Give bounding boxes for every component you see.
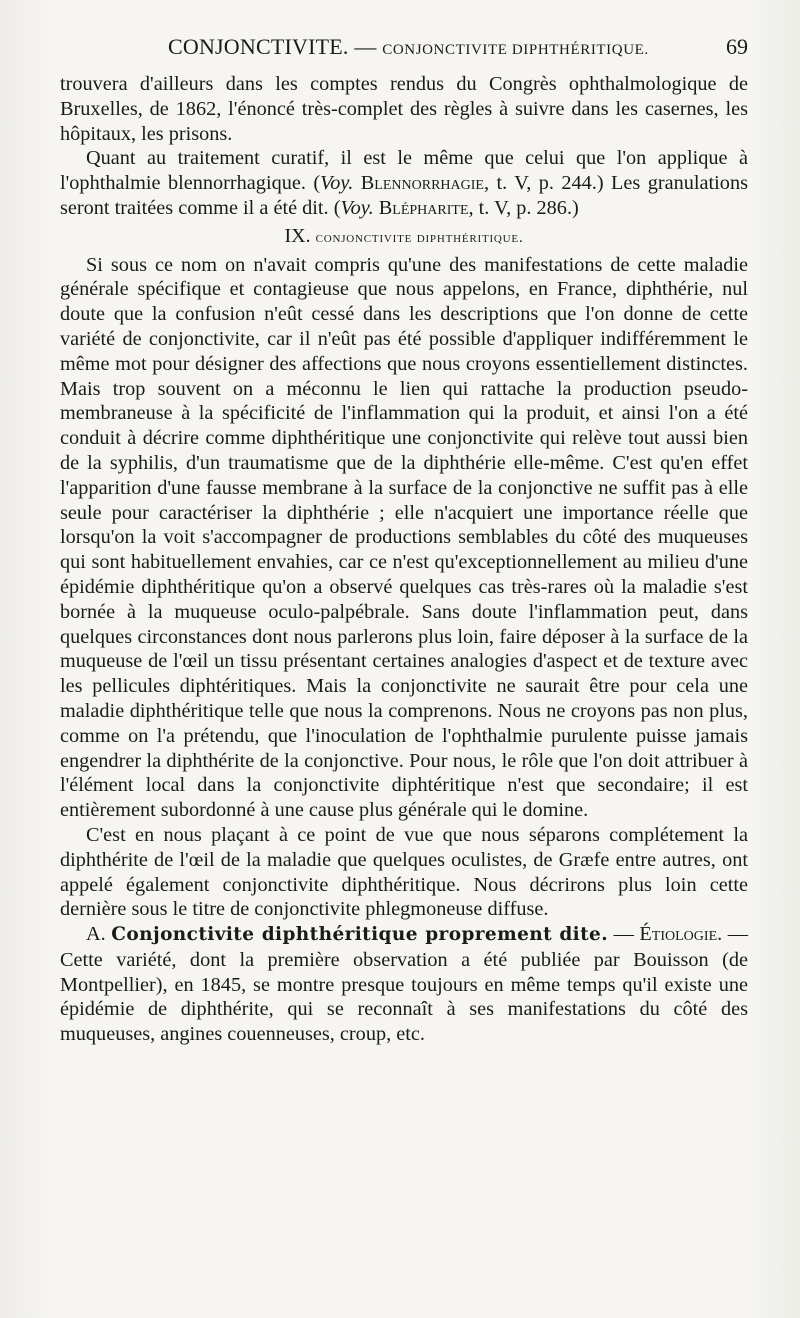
page-number: 69 [726, 34, 748, 59]
paragraph-2 [60, 146, 748, 220]
section-heading [60, 224, 748, 251]
subsection-label: A. [86, 923, 106, 946]
page-body [60, 72, 748, 1047]
cross-ref-blepharite: Blépharite [378, 196, 469, 219]
paragraph-1: trouvera d'ailleurs dans les comptes rendus du Congrès ophthalmologique de Bruxelles, de 1862, l'énoncé très-complet des règles à suivre dans les casernes, les hôpitaux, les prisons. [60, 73, 748, 145]
section-title: conjonctivite diphthéritique. [315, 229, 524, 246]
voy-ref-1: Voy. [320, 172, 354, 195]
voy-ref-2: Voy. [340, 196, 374, 219]
running-title [168, 34, 649, 60]
cross-ref-blennorrhagie: Blennorrhagie [360, 172, 484, 195]
header-subtitle: CONJONCTIVITE DIPHTHÉRITIQUE. [382, 42, 649, 58]
subsection-title: Conjonctivite diphthéritique proprement dite. [111, 924, 609, 946]
header-title: CONJONCTIVITE. — [168, 34, 377, 59]
p2-text-a: Quant au traitement curatif, il est le même que celui que l'on applique à l'ophthalmie blennorrhagique. ( [60, 147, 748, 195]
p2-text-b: , t. V, p. 244.) Les granulations seront traitées comme il a été dit. ( [60, 172, 748, 219]
p5-dash: — [608, 923, 640, 946]
etiologie-label: Étiologie. [639, 923, 723, 946]
paragraph-4: C'est en nous plaçant à ce point de vue que nous séparons complétement la diphthérite de l'œil de la maladie que quelques oculistes, de Græfe entre autres, ont appelé également conjonctivite diphthéritique. Nous décrirons plus loin cette dernière sous le titre de conjonctivite phlegmoneuse diffuse. [60, 823, 748, 921]
paragraph-5 [60, 922, 748, 1047]
running-header [60, 34, 748, 66]
p5-text: — Cette variété, dont la première observation a été publiée par Bouisson (de Montpellier), en 1845, se montre presque toujours en même temps qu'il existe une épidémie de diphthérite, qui se reconnaît à ses manifestations du côté des muqueuses, angines couenneuses, croup, etc. [60, 923, 749, 1046]
p2-text-c: , t. V, p. 286.) [468, 196, 579, 219]
paragraph-3: Si sous ce nom on n'avait compris qu'une des manifestations de cette maladie générale spécifique et contagieuse que nous appelons, en France, diphthérie, nul doute que la confusion n'eût cessé dans les descriptions que l'on donne de cette variété de conjonctivite, car il n'eût pas été possible d'appliquer indifféremment le même mot pour désigner des affections que nous croyons essentiellement distinctes. Mais trop souvent on a méconnu le lien qui rattache la production pseudo-membraneuse à la spécificité de l'inflammation qui la produit, et ainsi l'on a été conduit à décrire comme diphthéritique une conjonctivite qui relève tout aussi bien de la syphilis, d'un traumatisme que de la diphthérie elle-même. C'est qu'en effet l'apparition d'une fausse membrane à la surface de la conjonctive ne suffit pas à elle seule pour caractériser la diphthérie ; elle n'acquiert une importance réelle que lorsqu'on la voit s'accompagner de productions semblables du côté des muqueuses qui sont habituellement envahies, car ce n'est qu'exceptionnellement au milieu d'une épidémie diphthéritique qu'on a observé quelques cas très-rares où la maladie s'est bornée à la muqueuse oculo-palpébrale. Sans doute l'inflammation peut, dans quelques circonstances dont nous parlerons plus loin, faire déposer à la surface de la muqueuse de l'œil un tissu présentant certaines analogies d'aspect et de texture avec les pellicules diphtéritiques. Mais la conjonctivite ne saurait être pour cela une maladie diphthéritique telle que nous la comprenons. Nous ne croyons pas non plus, comme on l'a prétendu, que l'inoculation de l'ophthalmie purulente puisse jamais engendrer la diphthérite de la conjonctive. Pour nous, le rôle que l'on doit attribuer à l'élément local dans la conjonctivite diphtéritique n'est que secondaire; il est entièrement subordonné à une cause plus générale qui le domine. [60, 253, 748, 822]
section-number: IX. [284, 224, 311, 247]
